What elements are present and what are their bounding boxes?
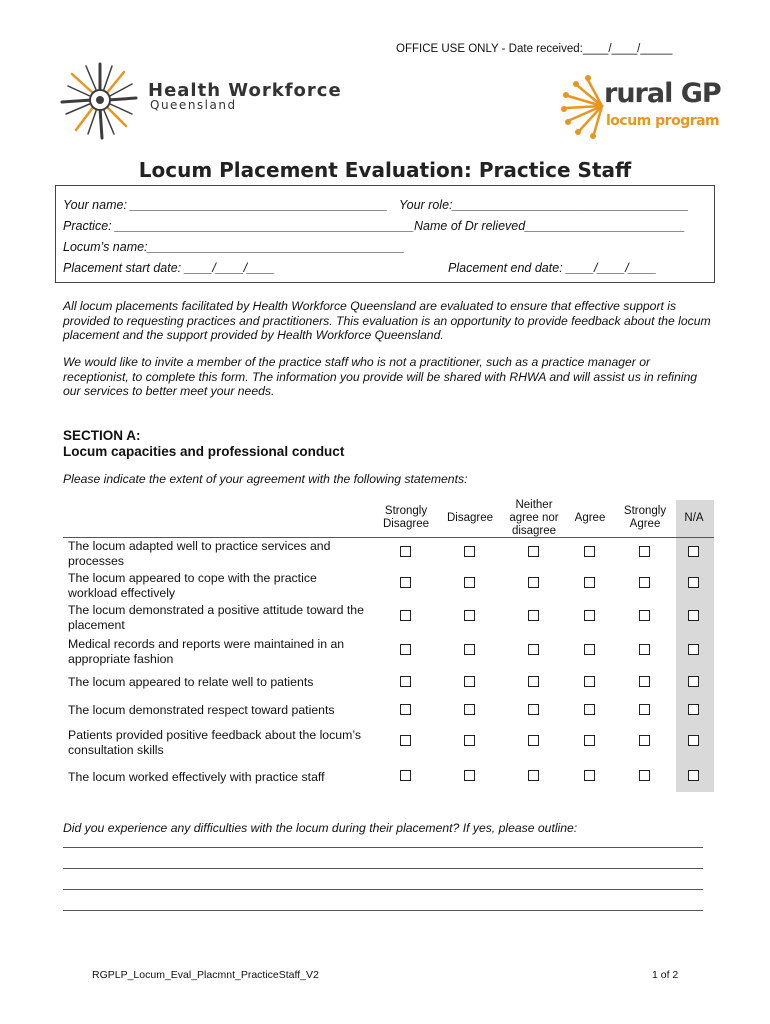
section-a-instruction: Please indicate the extent of your agreement with the following statements: (63, 472, 468, 486)
rating-checkbox[interactable] (528, 770, 539, 781)
your-role-field[interactable]: Your role:__________________________________ (399, 198, 689, 212)
rating-checkbox[interactable] (584, 770, 595, 781)
column-header: N/A (684, 512, 704, 524)
rating-checkbox[interactable] (400, 577, 411, 588)
rating-checkbox[interactable] (688, 546, 699, 557)
rating-checkbox[interactable] (464, 676, 475, 687)
answer-line[interactable] (63, 910, 703, 911)
statement-text: Patients provided positive feedback about the locum’s consultation skills (68, 728, 362, 757)
rating-checkbox[interactable] (528, 704, 539, 715)
logo-rgp-name: rural GP (604, 78, 721, 109)
page-number: 1 of 2 (652, 969, 679, 981)
rating-checkbox[interactable] (464, 735, 475, 746)
rating-checkbox[interactable] (464, 644, 475, 655)
rating-checkbox[interactable] (464, 704, 475, 715)
statement-text: The locum appeared to cope with the practice workload effectively (68, 571, 317, 600)
rating-checkbox[interactable] (528, 577, 539, 588)
rating-checkbox[interactable] (688, 735, 699, 746)
rating-checkbox[interactable] (639, 577, 650, 588)
section-a-title: SECTION A: (63, 428, 141, 443)
table-header-rule (63, 537, 714, 538)
rating-checkbox[interactable] (688, 577, 699, 588)
section-a-subtitle: Locum capacities and professional conduct (63, 444, 345, 459)
rating-checkbox[interactable] (584, 735, 595, 746)
your-name-field[interactable]: Your name: _____________________________________ (63, 198, 388, 212)
statement-text: The locum demonstrated a positive attitude toward the placement (68, 603, 364, 632)
rating-checkbox[interactable] (639, 704, 650, 715)
office-use-date: OFFICE USE ONLY - Date received:____/____/_____ (396, 43, 673, 55)
column-header: Strongly Disagree (382, 505, 430, 530)
rating-checkbox[interactable] (688, 644, 699, 655)
statement-text: The locum appeared to relate well to patients (68, 675, 314, 689)
answer-line[interactable] (63, 889, 703, 890)
logo-hwq-subtitle: Queensland (150, 98, 237, 112)
rating-checkbox[interactable] (688, 676, 699, 687)
statement-text: The locum demonstrated respect toward patients (68, 703, 335, 717)
rating-checkbox[interactable] (584, 676, 595, 687)
column-header: Neither agree nor disagree (509, 499, 559, 537)
rating-checkbox[interactable] (639, 735, 650, 746)
statement-text: Medical records and reports were maintained in an appropriate fashion (68, 637, 345, 666)
page-title: Locum Placement Evaluation: Practice Staff (138, 158, 632, 182)
rating-checkbox[interactable] (464, 610, 475, 621)
statement-text: The locum adapted well to practice services and processes (68, 539, 331, 568)
practice-field[interactable]: Practice: ___________________________________________Name of Dr relieved_______________________ (63, 219, 686, 233)
difficulties-question: Did you experience any difficulties with the locum during their placement? If yes, please outline: (63, 821, 578, 835)
rating-checkbox[interactable] (584, 704, 595, 715)
rating-checkbox[interactable] (400, 676, 411, 687)
document-id: RGPLP_Locum_Eval_Placmnt_PracticeStaff_V2 (92, 969, 319, 981)
rating-checkbox[interactable] (639, 770, 650, 781)
rating-checkbox[interactable] (688, 704, 699, 715)
end-date-field[interactable]: Placement end date: ____/____/____ (448, 261, 657, 275)
locum-name-field[interactable]: Locum’s name:_____________________________________ (63, 240, 405, 254)
rating-checkbox[interactable] (400, 546, 411, 557)
rating-checkbox[interactable] (400, 770, 411, 781)
column-header: Disagree (446, 512, 494, 524)
rating-checkbox[interactable] (584, 610, 595, 621)
logo-hwq-name: Health Workforce (148, 80, 342, 101)
answer-line[interactable] (63, 847, 703, 848)
column-header: Strongly Agree (623, 505, 667, 530)
section-a-heading (63, 428, 344, 460)
rating-checkbox[interactable] (400, 644, 411, 655)
rating-checkbox[interactable] (464, 577, 475, 588)
rating-checkbox[interactable] (400, 704, 411, 715)
rating-checkbox[interactable] (464, 770, 475, 781)
rating-checkbox[interactable] (528, 735, 539, 746)
rating-checkbox[interactable] (528, 610, 539, 621)
rating-checkbox[interactable] (400, 735, 411, 746)
rating-checkbox[interactable] (688, 610, 699, 621)
rating-checkbox[interactable] (528, 644, 539, 655)
rating-checkbox[interactable] (639, 546, 650, 557)
rating-checkbox[interactable] (584, 644, 595, 655)
rating-checkbox[interactable] (688, 770, 699, 781)
rating-checkbox[interactable] (400, 610, 411, 621)
rating-checkbox[interactable] (584, 546, 595, 557)
intro-paragraph-1: All locum placements facilitated by Health Workforce Queensland are evaluated to ensure that effective support is provided to requesting practices and practitioners. This evaluation is an opportunity to provide feedback about the locum placement and the support provided by Health Workforce Queensland. (63, 299, 711, 342)
rating-checkbox[interactable] (584, 577, 595, 588)
rating-checkbox[interactable] (528, 676, 539, 687)
logo-rgp-subtitle: locum program (606, 113, 720, 129)
start-date-field[interactable]: Placement start date: ____/____/____ (63, 261, 275, 275)
statement-text: The locum worked effectively with practice staff (68, 770, 325, 784)
intro-paragraph-2: We would like to invite a member of the practice staff who is not a practitioner, such as a practice manager or receptionist, to complete this form. The information you provide will be shared with RHWA and will assist us in refining our services to better meet your needs. (63, 355, 698, 398)
rating-checkbox[interactable] (639, 610, 650, 621)
column-header: Agree (574, 512, 606, 524)
rating-checkbox[interactable] (464, 546, 475, 557)
answer-line[interactable] (63, 868, 703, 869)
rating-checkbox[interactable] (639, 644, 650, 655)
rating-checkbox[interactable] (528, 546, 539, 557)
rating-checkbox[interactable] (639, 676, 650, 687)
